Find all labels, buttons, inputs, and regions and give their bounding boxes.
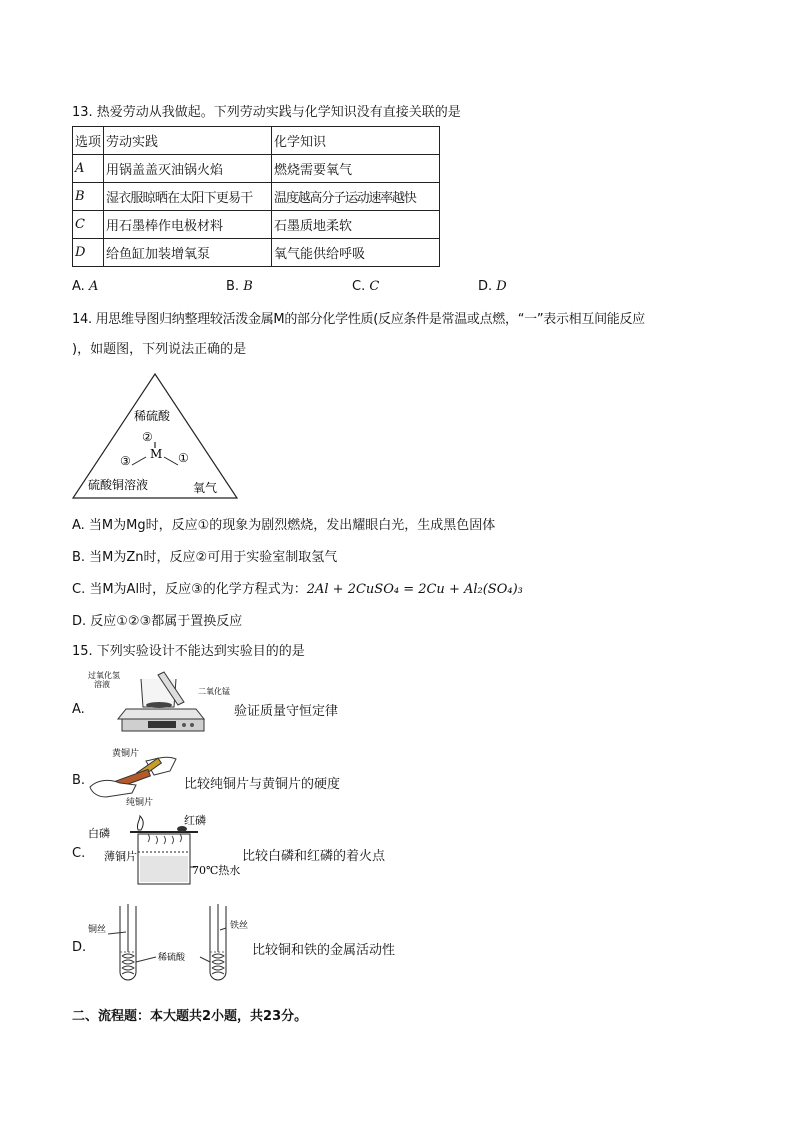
img-label-dilute-acid: 稀硫酸: [158, 953, 186, 963]
table-header-cell: 选项: [73, 127, 104, 155]
chemical-equation: 2Al + 2CuSO₄ = 2Cu + Al₂(SO₄)₃: [306, 582, 523, 597]
q14-stem-line2: )，如题图，下列说法正确的是: [72, 342, 247, 357]
q14-option-a[interactable]: A. 当M为Mg时，反应①的现象为剧烈燃烧，发出耀眼白光，生成黑色固体: [72, 518, 496, 533]
q13-option-b[interactable]: [226, 279, 253, 294]
diagram-center-label: M: [150, 447, 163, 461]
table-cell: 燃烧需要氧气: [272, 155, 440, 183]
table-row: [73, 239, 440, 267]
table-cell: 湿衣服晾晒在太阳下更易干: [104, 183, 272, 211]
img-label-mno2: 二氧化锰: [198, 687, 230, 696]
option-label: D.: [478, 279, 497, 294]
table-header-cell: 劳动实践: [104, 127, 272, 155]
q14-stem-line1: 14. 用思维导图归纳整理较活泼金属M的部分化学性质(反应条件是常温或点燃，“一”表示相互间能反应: [72, 312, 645, 327]
phosphorus-test-image: [86, 812, 246, 888]
q13-table: [72, 126, 440, 267]
q15-option-a-text: 验证质量守恒定律: [234, 704, 339, 719]
option-label: C.: [352, 279, 370, 294]
q15-option-c-text: 比较白磷和红磷的着火点: [242, 849, 386, 864]
img-label-copper: 纯铜片: [126, 798, 154, 808]
diagram-number-2: ②: [142, 430, 153, 444]
table-cell: A: [73, 155, 104, 183]
q13-option-a[interactable]: [72, 279, 98, 294]
table-cell: B: [73, 183, 104, 211]
table-row: [73, 183, 440, 211]
q13-option-d[interactable]: [478, 279, 507, 294]
table-row: [73, 155, 440, 183]
q15-option-d-label[interactable]: D.: [72, 940, 87, 955]
option-label: B.: [226, 279, 244, 294]
q14-option-c[interactable]: [72, 581, 523, 599]
q15-option-c-label[interactable]: C.: [72, 846, 86, 861]
diagram-number-1: ①: [178, 451, 189, 465]
img-label-iron-wire: 铁丝: [230, 921, 249, 931]
test-tube-image: [86, 902, 254, 982]
diagram-left-label: 硫酸铜溶液: [88, 478, 149, 492]
table-row: [73, 211, 440, 239]
img-label-copper-sheet: 薄铜片: [104, 850, 137, 863]
img-label-h2o2: 过氧化氢: [88, 671, 120, 680]
q13-option-c[interactable]: [352, 279, 379, 294]
section-heading: 二、流程题：本大题共2小题，共23分。: [72, 1009, 308, 1024]
q15-option-b-label[interactable]: B.: [72, 773, 86, 788]
table-cell: 用锅盖盖灭油锅火焰: [104, 155, 272, 183]
table-cell: 石墨质地柔软: [272, 211, 440, 239]
img-label-copper-wire: 铜丝: [88, 925, 107, 935]
balance-flask-image: [86, 669, 236, 733]
table-cell: 温度越高分子运动速率越快: [272, 183, 440, 211]
table-header-cell: 化学知识: [272, 127, 440, 155]
img-label-hot-water: 70℃热水: [192, 864, 241, 877]
q15-option-b-text: 比较纯铜片与黄铜片的硬度: [184, 777, 341, 792]
table-cell: 氧气能供给呼吸: [272, 239, 440, 267]
table-cell: D: [73, 239, 104, 267]
option-label: A.: [72, 279, 89, 294]
option-text: C. 当M为Al时，反应③的化学方程式为：: [72, 582, 307, 597]
q15-option-a-label[interactable]: A.: [72, 702, 85, 717]
table-header-row: [73, 127, 440, 155]
img-label-red-phosphorus: 红磷: [184, 814, 206, 827]
q13-stem: 13. 热爱劳动从我做起。下列劳动实践与化学知识没有直接关联的是: [72, 105, 461, 120]
img-label-white-phosphorus: 白磷: [88, 827, 110, 840]
option-value: C: [369, 279, 380, 294]
q15-stem: 15. 下列实验设计不能达到实验目的的是: [72, 644, 305, 659]
diagram-number-3: ③: [120, 454, 131, 468]
q14-option-b[interactable]: B. 当M为Zn时，反应②可用于实验室制取氢气: [72, 550, 338, 565]
table-cell: C: [73, 211, 104, 239]
hardness-test-image: [86, 745, 186, 809]
table-cell: 给鱼缸加装增氧泵: [104, 239, 272, 267]
q14-triangle-diagram: [70, 370, 240, 502]
option-value: A: [88, 279, 99, 294]
option-value: D: [496, 279, 507, 294]
diagram-top-label: 稀硫酸: [134, 409, 171, 423]
option-value: B: [243, 279, 253, 294]
q14-option-d[interactable]: D. 反应①②③都属于置换反应: [72, 614, 243, 629]
img-label-brass: 黄铜片: [112, 749, 140, 759]
table-cell: 用石墨棒作电极材料: [104, 211, 272, 239]
diagram-right-label: 氧气: [193, 481, 218, 495]
q15-option-d-text: 比较铜和铁的金属活动性: [252, 943, 396, 958]
img-label-solution: 溶液: [94, 680, 110, 689]
